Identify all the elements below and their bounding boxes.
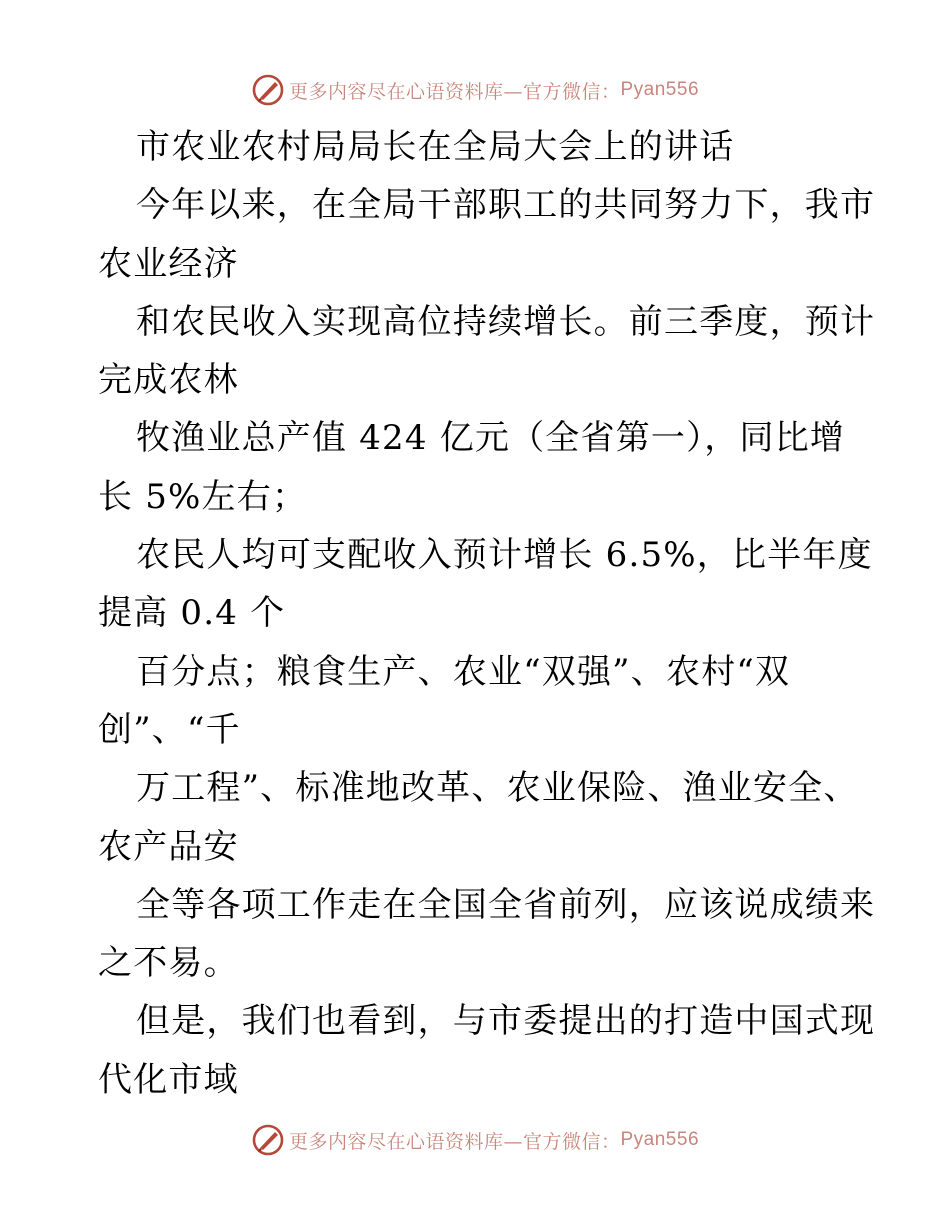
banner-text: 更多内容尽在心语资料库—官方微信：	[288, 1130, 621, 1153]
paragraph-line: 百分点；粮食生产、农业“双强”、农村“双	[136, 651, 791, 692]
paragraph-line: 农业经济	[98, 243, 239, 284]
quill-pen-logo-icon	[251, 73, 285, 107]
paragraph-line: 代化市域	[98, 1059, 239, 1100]
document-body	[98, 118, 876, 1109]
quill-pen-logo-icon	[251, 1123, 285, 1157]
paragraph-line: 万工程”、标准地改革、农业保险、渔业安全、	[136, 768, 859, 809]
paragraph-line: 创”、“千	[98, 709, 241, 750]
banner-text: 更多内容尽在心语资料库—官方微信：	[288, 80, 621, 103]
paragraph-line: 完成农林	[98, 360, 239, 401]
paragraph-line: 农产品安	[98, 826, 239, 867]
paragraph-line: 农民人均可支配收入预计增长 6.5%，比半年度	[136, 535, 873, 576]
paragraph-line: 但是，我们也看到，与市委提出的打造中国式现	[136, 1001, 876, 1042]
paragraph-line: 提高 0.4 个	[98, 593, 286, 634]
paragraph-line: 今年以来，在全局干部职工的共同努力下，我市	[136, 185, 876, 226]
header-banner	[0, 70, 950, 110]
footer-banner	[0, 1120, 950, 1160]
wechat-id: Pyan556	[620, 1129, 700, 1150]
paragraph-line: 牧渔业总产值 424 亿元（全省第一），同比增	[136, 418, 846, 459]
wechat-id: Pyan556	[620, 79, 700, 100]
paragraph-line: 和农民收入实现高位持续增长。前三季度，预计	[136, 301, 876, 342]
paragraph-line: 之不易。	[98, 943, 239, 984]
paragraph-line: 全等各项工作走在全国全省前列，应该说成绩来	[136, 884, 876, 925]
document-title: 市农业农村局局长在全局大会上的讲话	[136, 127, 735, 167]
paragraph-line: 长 5%左右；	[98, 476, 308, 517]
